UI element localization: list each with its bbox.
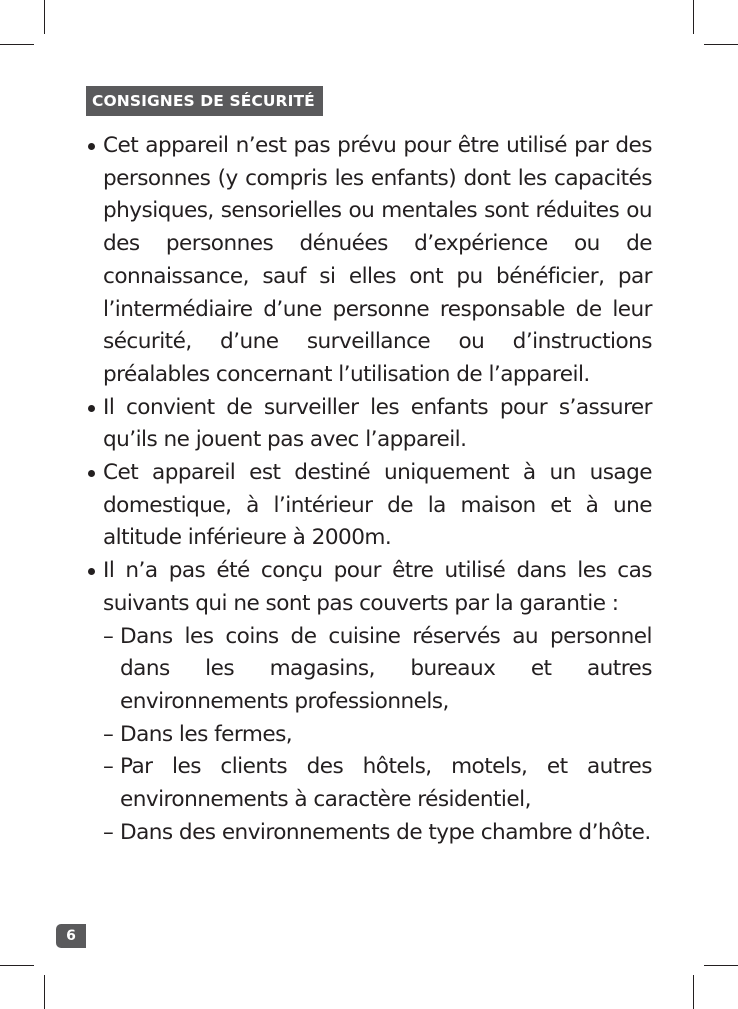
dash-icon: – bbox=[103, 754, 114, 780]
item-text: Il n’a pas été conçu pour être utilisé dans les cas suivants qui ne sont pas couverts par la garantie : bbox=[103, 558, 652, 616]
crop-mark bbox=[704, 44, 738, 45]
item-text: Cet appareil est destiné uniquement à un usage domestique, à l’intérieur de la maison et à une altitude inférieure à 2000m. bbox=[103, 460, 652, 551]
sub-item-text: Dans des environnements de type chambre d’hôte. bbox=[120, 819, 651, 845]
sub-item-text: Dans les coins de cuisine réservés au personnel dans les magasins, bureaux et autres environnements professionnels, bbox=[120, 623, 652, 714]
dash-icon: – bbox=[103, 623, 114, 649]
list-item bbox=[86, 555, 652, 849]
section-title: CONSIGNES DE SÉCURITÉ bbox=[86, 86, 323, 116]
item-text: Il convient de surveiller les enfants pour s’assurer qu’ils ne jouent pas avec l’appareil. bbox=[103, 394, 652, 453]
crop-mark bbox=[0, 965, 34, 966]
sub-list-item bbox=[103, 719, 652, 752]
bullet-icon bbox=[86, 392, 103, 457]
list-item bbox=[86, 392, 652, 457]
sub-list-item bbox=[103, 751, 652, 816]
crop-mark bbox=[44, 975, 45, 1009]
item-text: Cet appareil n’est pas prévu pour être utilisé par des personnes (y compris les enfants) dont les capacités physiques, sensorielles ou mentales sont réduites ou des personnes dénuées d’expérience ou de connaissance, sauf si elles ont pu bénéficier, par l’intermédiaire d’une personne responsable de leur sécurité, d’une surveillance ou d’instructions préalables concernant l’utilisation de l’appareil. bbox=[103, 133, 652, 387]
crop-mark bbox=[704, 965, 738, 966]
sub-list-item bbox=[103, 817, 652, 850]
dash-icon: – bbox=[103, 819, 114, 845]
bullet-icon bbox=[86, 555, 103, 849]
crop-mark bbox=[44, 0, 45, 34]
sub-item-text: Dans les fermes, bbox=[120, 721, 293, 747]
item-body bbox=[103, 555, 652, 849]
bullet-icon bbox=[86, 457, 103, 555]
list-item bbox=[86, 130, 652, 392]
sub-item-text: Par les clients des hôtels, motels, et autres environnements à caractère résidentiel, bbox=[120, 754, 652, 813]
bullet-icon bbox=[86, 130, 103, 392]
sub-list-item bbox=[103, 621, 652, 719]
crop-mark bbox=[693, 0, 694, 34]
list-item bbox=[86, 457, 652, 555]
safety-instructions bbox=[86, 130, 652, 849]
dash-icon: – bbox=[103, 721, 114, 747]
page-number: 6 bbox=[56, 924, 86, 948]
crop-mark bbox=[693, 975, 694, 1009]
crop-mark bbox=[0, 44, 34, 45]
